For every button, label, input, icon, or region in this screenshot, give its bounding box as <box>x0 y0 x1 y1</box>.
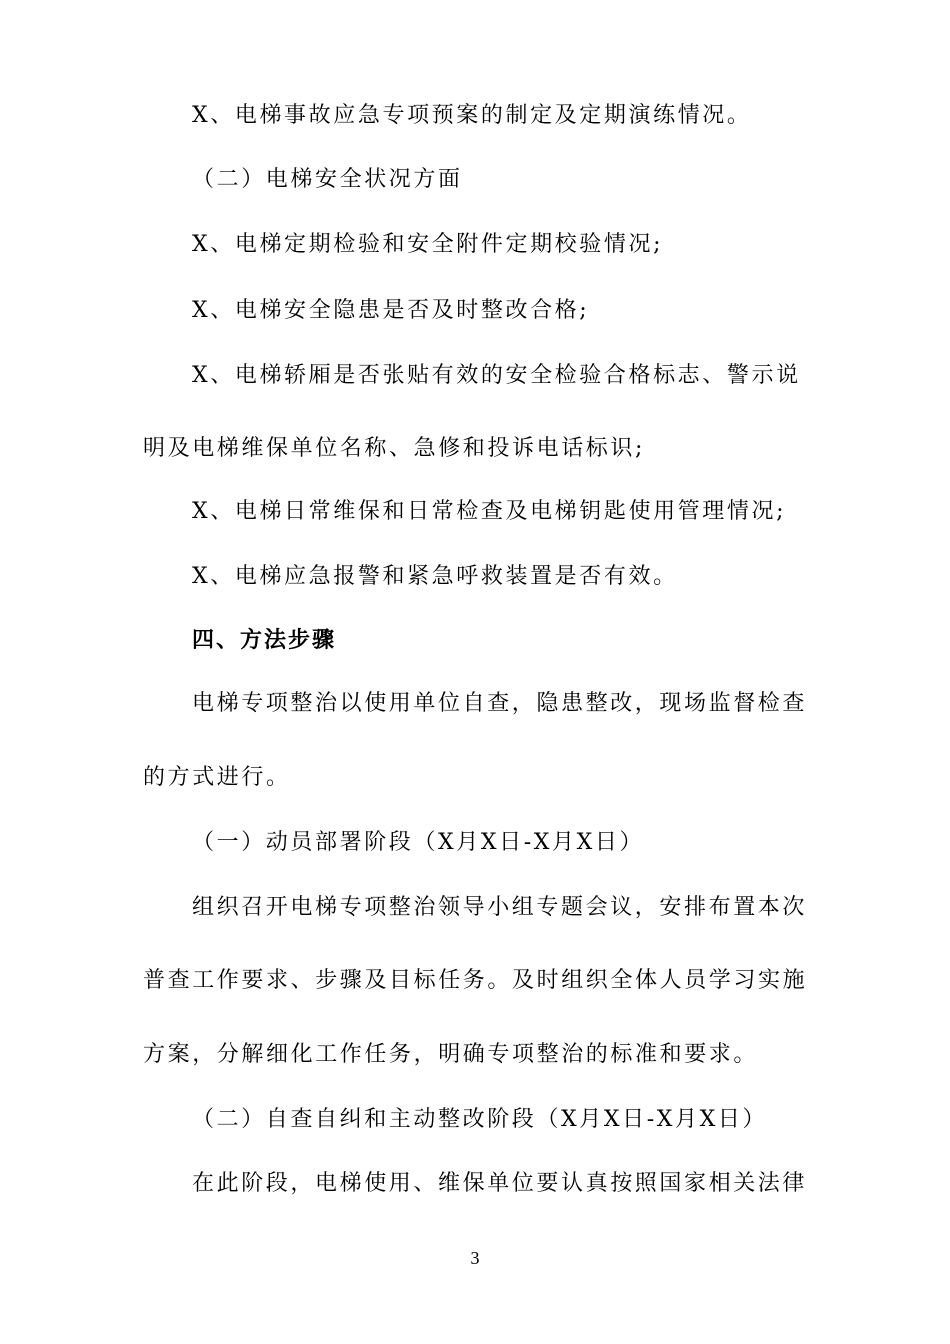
paragraph-line: 电梯专项整治以使用单位自查，隐患整改，现场监督检查 <box>192 691 808 716</box>
paragraph-line: 组织召开电梯专项整治领导小组专题会议，安排布置本次 <box>192 895 808 920</box>
paragraph-line: 方案，分解细化工作任务，明确专项整治的标准和要求。 <box>143 1042 759 1067</box>
page-number: 3 <box>470 1248 480 1268</box>
paragraph-line: X、电梯安全隐患是否及时整改合格; <box>192 298 590 323</box>
paragraph-line: X、电梯日常维保和日常检查及电梯钥匙使用管理情况; <box>192 499 787 524</box>
subsection-heading: （二）自查自纠和主动整改阶段（X月X日-X月X日） <box>192 1107 768 1132</box>
paragraph-line: X、电梯事故应急专项预案的制定及定期演练情况。 <box>192 103 752 128</box>
subsection-heading: （一）动员部署阶段（X月X日-X月X日） <box>192 830 645 855</box>
paragraph-line: X、电梯定期检验和安全附件定期校验情况; <box>192 232 664 257</box>
paragraph-line: 的方式进行。 <box>143 765 291 790</box>
subsection-heading: （二）电梯安全状况方面 <box>192 167 463 192</box>
paragraph-line: X、电梯轿厢是否张贴有效的安全检验合格标志、警示说 <box>192 363 801 388</box>
paragraph-line: 在此阶段，电梯使用、维保单位要认真按照国家相关法律 <box>192 1171 808 1196</box>
paragraph-line: 普查工作要求、步骤及目标任务。及时组织全体人员学习实施 <box>143 968 808 993</box>
section-heading: 四、方法步骤 <box>192 628 337 653</box>
paragraph-line: 明及电梯维保单位名称、急修和投诉电话标识; <box>143 436 646 461</box>
paragraph-line: X、电梯应急报警和紧急呼救装置是否有效。 <box>192 564 678 589</box>
